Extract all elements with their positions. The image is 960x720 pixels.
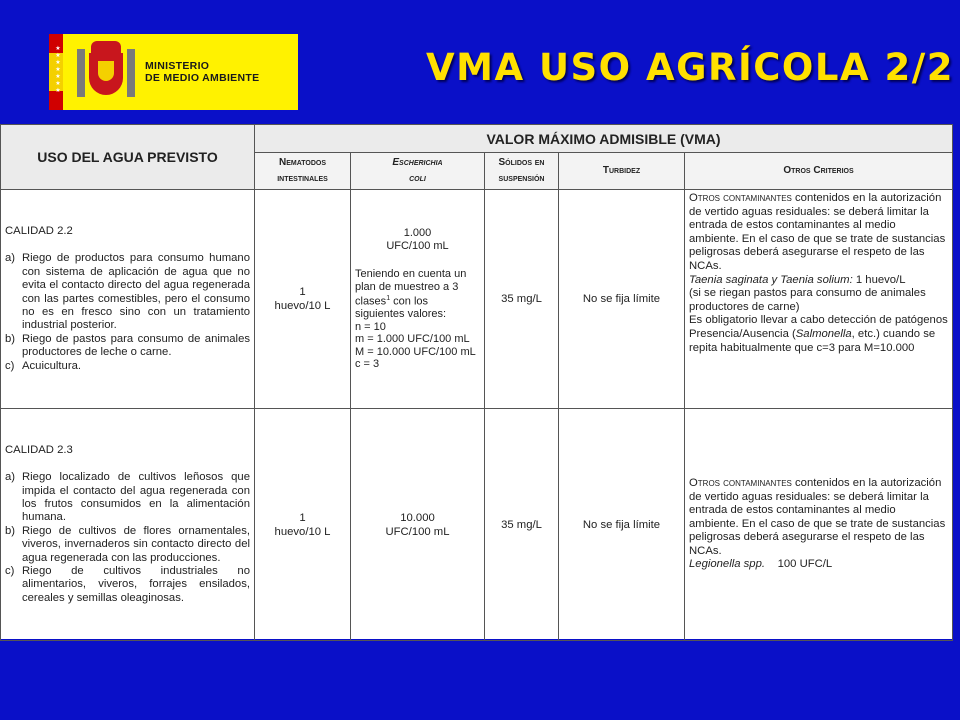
otros-criterios-value: Otros contaminantes contenidos en la autorización de vertido aguas residuales: se deberá limitar la entrada de estos contaminantes al medio ambiente. En el caso de que se trate de sustancias peligrosas deberá asegurarse el respeto de las NCAs. Legionella spp. 100 UFC/L <box>685 409 953 641</box>
ministry-name: MINISTERIO DE MEDIO AMBIENTE <box>145 60 260 84</box>
uses-list <box>5 471 250 605</box>
nematodos-value: 1 huevo/10 L <box>255 190 351 409</box>
list-item: b) Riego de cultivos de flores ornamentales, viveros, invernaderos sin contacto directo del agua regenerada con las producciones. <box>5 524 250 564</box>
solidos-value: 35 mg/L <box>485 190 559 409</box>
uses-list <box>5 252 250 373</box>
col-header-ecoli: Escherichia coli <box>351 153 485 190</box>
nematodos-value: 1 huevo/10 L <box>255 409 351 641</box>
col-header-otros: Otros Criterios <box>685 153 953 190</box>
coat-of-arms-icon <box>75 41 137 103</box>
turbidez-value: No se fija límite <box>559 409 685 641</box>
list-item: b) Riego de pastos para consumo de animales productores de leche o carne. <box>5 332 250 359</box>
vma-header: VALOR MÁXIMO ADMISIBLE (VMA) <box>255 125 953 153</box>
otros-criterios-value: Otros contaminantes contenidos en la autorización de vertido aguas residuales: se deberá limitar la entrada de estos contaminantes al medio ambiente. En el caso de que se trate de sustancias peligrosas deberá asegurarse el respeto de las NCAs. Taenia saginata y Taenia solium: 1 huevo/L (si se riegan pastos para consumo de animales productores de carne) Es obligatorio llevar a cabo detección de patógenos Presencia/Ausencia (Salmonella, etc.) cuando se repita habitualmente que c=3 para M=10.000 <box>685 190 953 409</box>
calidad-label: CALIDAD 2.3 <box>5 443 73 456</box>
calidad-label: CALIDAD 2.2 <box>5 224 73 237</box>
ecoli-value: 1.000 UFC/100 mL Teniendo en cuenta un plan de muestreo a 3 clases$^1$ con los siguientes valores: n = 10 m = 1.000 UFC/100 mL M = 10.000 UFC/100 mL c = 3 <box>351 190 485 409</box>
ministry-logo <box>49 34 298 110</box>
uses-cell <box>1 190 255 409</box>
list-item: c) Riego de cultivos industriales no alimentarios, viveros, forrajes ensilados, cereales y semillas oleaginosas. <box>5 565 250 604</box>
col-header-turbidez: Turbidez <box>559 153 685 190</box>
list-item: a) Riego de productos para consumo humano con sistema de aplicación de agua que no evita el contacto directo del agua regenerada con las partes comestibles, pero el consumo no es en fresco sino con un tratamiento industrial posterior. <box>5 252 250 332</box>
table-row <box>1 409 953 641</box>
solidos-value: 35 mg/L <box>485 409 559 641</box>
page-title: VMA USO AGRÍCOLA 2/2 <box>426 46 954 89</box>
list-item: a) Riego localizado de cultivos leñosos que impida el contacto del agua regenerada con los frutos consumidos en la alimentación humana. <box>5 471 250 524</box>
uses-cell <box>1 409 255 641</box>
col-header-nematodos: Nematodos intestinales <box>255 153 351 190</box>
use-header: USO DEL AGUA PREVISTO <box>1 125 255 190</box>
vma-table <box>0 124 953 641</box>
eu-stars-icon: ★ ★ ★ ★ ★ ★ ★ <box>55 46 61 94</box>
vma-table-container <box>0 124 952 639</box>
table-row <box>1 190 953 409</box>
list-item: c) Acuicultura. <box>5 359 82 372</box>
col-header-solidos: Sólidos en suspensión <box>485 153 559 190</box>
turbidez-value: No se fija límite <box>559 190 685 409</box>
ecoli-value: 10.000 UFC/100 mL <box>351 409 485 641</box>
ecoli-sampling-note: Teniendo en cuenta un plan de muestreo a 3 clases$^1$ con los siguientes valores: n = 10 m = 1.000 UFC/100 mL M = 10.000 UFC/100 mL c = 3 <box>355 268 476 371</box>
